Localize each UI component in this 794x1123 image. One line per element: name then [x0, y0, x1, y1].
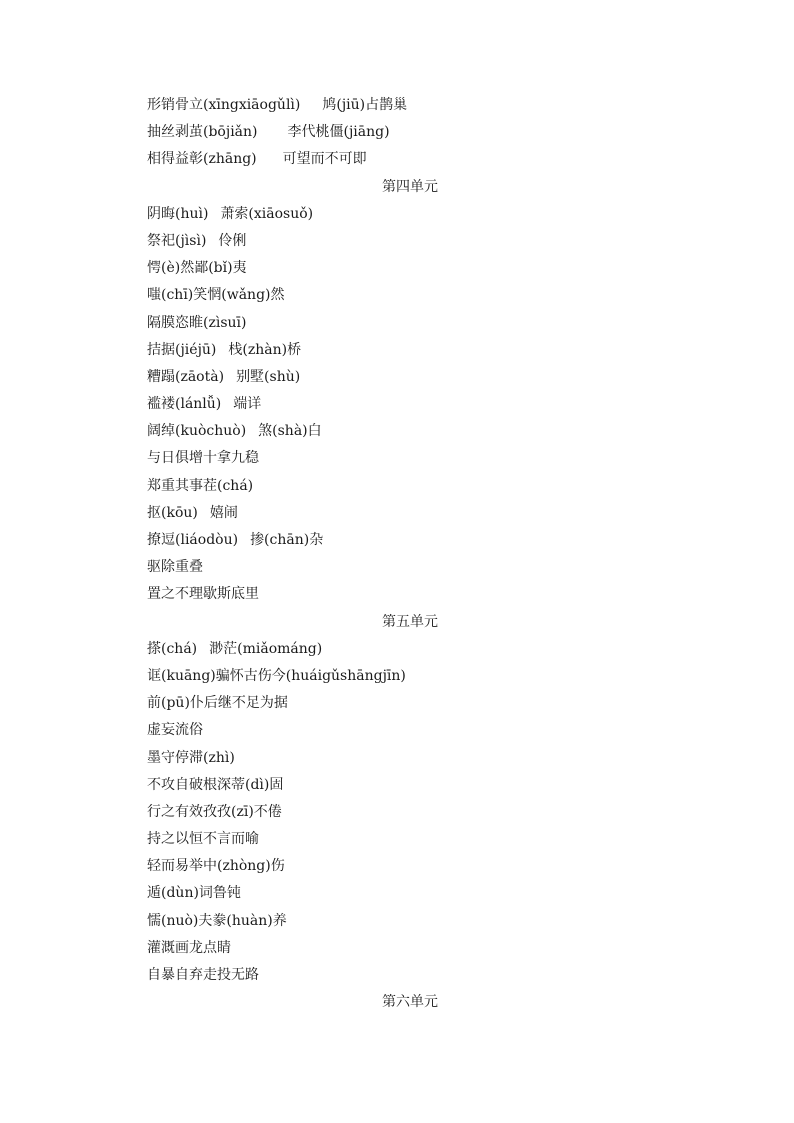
- vocab-entry: 愕(è)然鄙(bǐ)夷: [147, 260, 247, 277]
- vocab-line: [147, 880, 647, 907]
- vocab-line: [147, 473, 647, 500]
- vocabulary-list: [147, 92, 647, 1016]
- vocab-line: [147, 853, 647, 880]
- vocab-entry: 墨守停滞(zhì): [147, 749, 235, 766]
- vocab-entry: 嬉闹: [209, 504, 238, 521]
- vocab-entry: 栈(zhàn)桥: [228, 341, 302, 358]
- vocab-entry: 煞(shà)白: [258, 423, 322, 440]
- vocab-entry: 端详: [233, 396, 262, 413]
- vocab-line: [147, 581, 647, 608]
- vocab-entry: 不攻自破根深蒂(dì)固: [147, 776, 284, 793]
- vocab-entry: 祭祀(jìsì): [147, 232, 207, 249]
- section-heading: [147, 609, 673, 636]
- vocab-entry: 形销骨立(xīngxiāogǔlì): [147, 97, 301, 113]
- vocab-entry: 阔绰(kuòchuò): [147, 423, 247, 440]
- vocab-entry: 懦(nuò)夫豢(huàn)养: [147, 912, 287, 929]
- vocab-entry: 掺(chān)杂: [250, 532, 324, 548]
- vocab-line: [147, 717, 647, 744]
- vocab-line: [147, 527, 647, 554]
- vocab-line: [147, 799, 647, 826]
- vocab-entry: 褴褛(lánlǚ): [147, 396, 222, 413]
- vocab-line: [147, 418, 647, 445]
- vocab-line: [147, 663, 647, 690]
- vocab-entry: 伶俐: [218, 232, 247, 249]
- vocab-line: [147, 772, 647, 799]
- vocab-line: [147, 92, 647, 119]
- vocab-entry: 抽丝剥茧(bōjiǎn): [147, 124, 258, 141]
- vocab-entry: 郑重其事茬(chá): [147, 477, 254, 494]
- vocab-line: [147, 826, 647, 853]
- vocab-line: [147, 146, 647, 173]
- vocab-entry: 灌溉画龙点睛: [147, 939, 231, 956]
- vocab-entry: 阴晦(huì): [147, 205, 209, 222]
- vocab-entry: 前(pū)仆后继不足为据: [147, 695, 288, 712]
- vocab-entry: 别墅(shù): [236, 368, 301, 385]
- vocab-entry: 拮据(jiéjū): [147, 341, 217, 358]
- vocab-entry: 虚妄流俗: [147, 722, 203, 739]
- vocab-entry: 可望而不可即: [282, 151, 367, 168]
- vocab-entry: 抠(kōu): [147, 504, 198, 521]
- vocab-entry: 持之以恒不言而喻: [147, 831, 259, 848]
- vocab-line: [147, 364, 647, 391]
- vocab-entry: 萧索(xiāosuǒ): [220, 205, 314, 222]
- vocab-line: [147, 391, 647, 418]
- vocab-entry: 行之有效孜孜(zī)不倦: [147, 803, 282, 820]
- vocab-entry: 隔膜恣睢(zìsuī): [147, 314, 247, 331]
- vocab-entry: 置之不理歇斯底里: [147, 586, 259, 603]
- vocab-line: [147, 745, 647, 772]
- vocab-entry: 搽(chá): [147, 640, 198, 657]
- section-heading-text: 第四单元: [382, 178, 438, 195]
- section-heading: [147, 174, 673, 201]
- vocab-entry: 李代桃僵(jiāng): [287, 124, 390, 141]
- vocab-line: [147, 445, 647, 472]
- vocab-entry: 撩逗(liáodòu): [147, 532, 239, 548]
- vocab-entry: 糟蹋(zāotà): [147, 368, 225, 385]
- section-heading: [147, 989, 673, 1016]
- vocab-line: [147, 908, 647, 935]
- vocab-entry: 鸠(jiū)占鹊巢: [322, 97, 408, 113]
- vocab-line: [147, 935, 647, 962]
- vocab-line: [147, 690, 647, 717]
- vocab-line: [147, 337, 647, 364]
- vocab-line: [147, 282, 647, 309]
- vocab-entry: 嗤(chī)笑惘(wǎng)然: [147, 287, 285, 304]
- vocab-line: [147, 310, 647, 337]
- vocab-line: [147, 119, 647, 146]
- vocab-entry: 诓(kuāng)骗怀古伤今(huáigǔshāngjīn): [147, 667, 406, 684]
- section-heading-text: 第六单元: [382, 994, 438, 1011]
- vocab-entry: 遁(dùn)词鲁钝: [147, 885, 241, 902]
- vocab-line: [147, 228, 647, 255]
- vocab-entry: 轻而易举中(zhòng)伤: [147, 858, 285, 875]
- vocab-line: [147, 201, 647, 228]
- vocab-entry: 与日俱增十拿九稳: [147, 450, 259, 467]
- vocab-line: [147, 636, 647, 663]
- section-heading-text: 第五单元: [382, 613, 438, 630]
- vocab-entry: 驱除重叠: [147, 559, 203, 576]
- vocab-line: [147, 255, 647, 282]
- vocab-entry: 渺茫(miǎománg): [209, 640, 323, 657]
- vocab-line: [147, 500, 647, 527]
- vocab-entry: 自暴自弃走投无路: [147, 967, 259, 983]
- vocab-line: [147, 962, 647, 989]
- vocab-line: [147, 554, 647, 581]
- vocab-entry: 相得益彰(zhāng): [147, 151, 257, 168]
